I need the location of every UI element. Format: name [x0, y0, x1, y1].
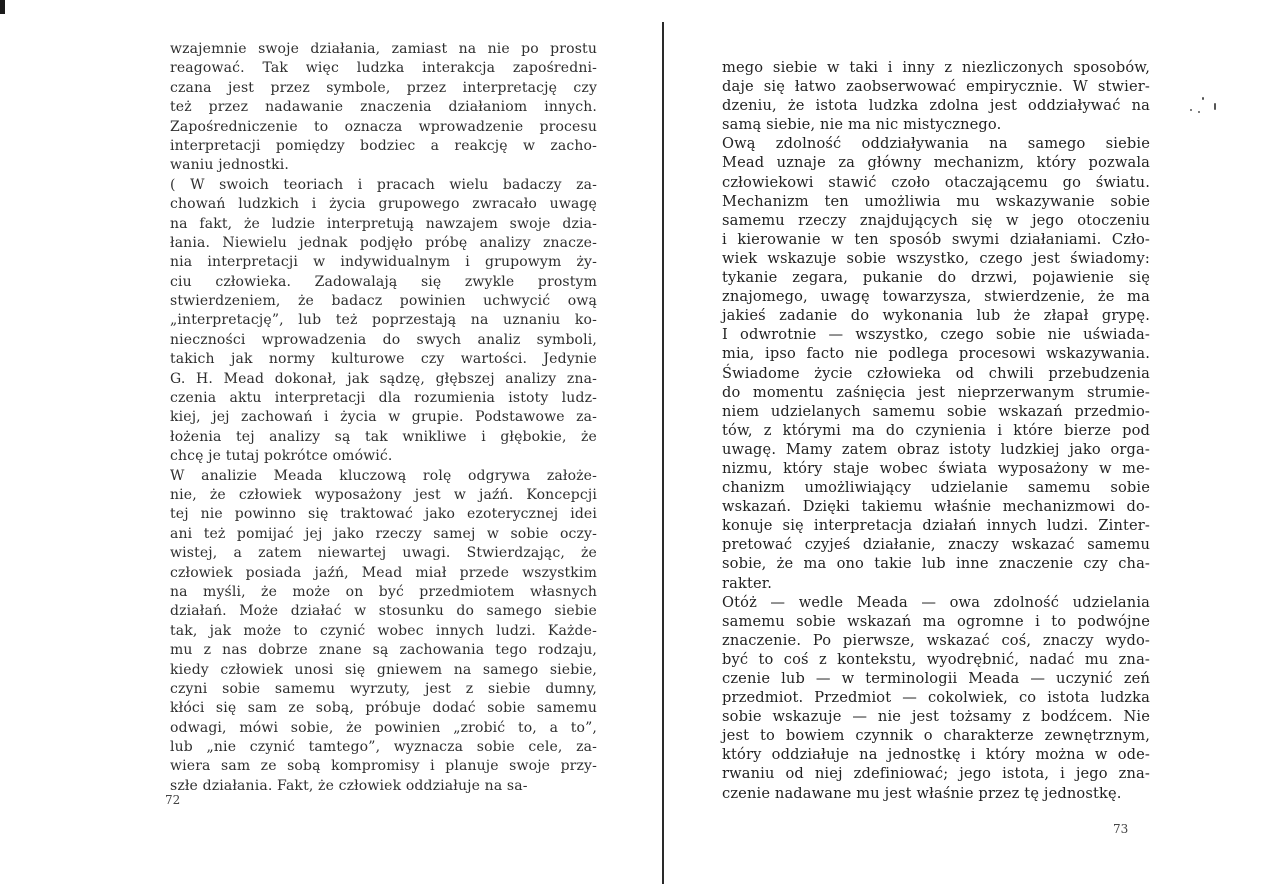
text-line: na myśli, że może on być przedmiotem własnych: [170, 583, 597, 600]
speck: [1190, 109, 1192, 111]
text-line: „interpretację”, lub też poprzestają na uznaniu ko-: [170, 312, 597, 329]
right-page-text: [722, 58, 1150, 803]
text-line: czenia aktu interpretacji dla rozumienia istoty ludz-: [170, 390, 597, 407]
text-line: nia interpretacji w indywidualnym i grupowym ży-: [170, 254, 597, 271]
text-line: znaczenie. Po pierwsze, wskazać coś, znaczy wydo-: [722, 631, 1150, 649]
text-line: takich jak normy kulturowe czy wartości. Jedynie: [170, 351, 597, 368]
text-line: człowiek posiada jaźń, Mead miał przede wszystkim: [170, 564, 597, 581]
scan-specks: [1180, 95, 1220, 120]
text-line: wskazań. Dzięki takiemu właśnie mechanizmowi do-: [722, 498, 1150, 516]
text-line: uwagę. Mamy zatem obraz istoty ludzkiej jako orga-: [722, 440, 1150, 458]
text-line: G. H. Mead dokonał, jak sądzę, głębszej analizy zna-: [170, 370, 597, 387]
text-line: wistej, a zatem niewartej uwagi. Stwierdzając, że: [170, 545, 597, 562]
text-line: i kierowanie w ten sposób swymi działaniami. Czło-: [722, 230, 1150, 248]
text-line: Zapośredniczenie to oznacza wprowadzenie procesu: [170, 118, 597, 135]
text-line: nie, że człowiek wyposażony jest w jaźń. Koncepcji: [170, 486, 597, 503]
text-line: na fakt, że ludzie interpretują nawzajem swoje dzia-: [170, 215, 597, 232]
text-line: Otóż — wedle Meada — owa zdolność udzielania: [722, 593, 1150, 611]
text-line: kiej, jej zachowań i życia w grupie. Podstawowe za-: [170, 409, 597, 426]
text-line: tej nie powinno się traktować jako ezoterycznej idei: [170, 506, 597, 523]
text-line: czenie nadawane mu jest właśnie przez tę jednostkę.: [722, 784, 1122, 802]
text-line: chcę je tutaj pokrótce omówić.: [170, 448, 393, 465]
text-line: chanizm umożliwiający udzielanie samemu sobie: [722, 479, 1150, 497]
text-line: samemu sobie wskazań ma ogromne i to podwójne: [722, 612, 1150, 630]
text-line: przedmiot. Przedmiot — cokolwiek, co istota ludzka: [722, 689, 1150, 707]
text-line: człowiekowi stawić czoło otaczającemu go światu.: [722, 173, 1150, 191]
text-line: sobie wskazuje — nie jest tożsamy z bodźcem. Nie: [722, 708, 1150, 726]
page-gutter-divider: [662, 22, 664, 884]
text-line: mia, ipso facto nie podlega procesowi wskazywania.: [722, 345, 1150, 363]
text-line: rwaniu od niej zdefiniować; jego istota, i jego zna-: [722, 765, 1150, 783]
text-line: wzajemnie swoje działania, zamiast na nie po prostu: [170, 41, 597, 57]
text-line: czyni sobie samemu wyrzuty, jest z siebie dumny,: [170, 680, 597, 697]
text-line: ani też pomijać jej jako rzeczy samej w sobie oczy-: [170, 525, 597, 542]
speck: [1202, 97, 1204, 100]
text-line: czenie lub — w terminologii Meada — uczynić zeń: [722, 670, 1150, 687]
text-line: kiedy człowiek unosi się gniewem na samego siebie,: [170, 661, 597, 678]
text-line: rakter.: [722, 574, 773, 592]
text-line: być to coś z kontekstu, wyodrębnić, nadać mu zna-: [722, 650, 1150, 668]
text-line: niem udzielanych samemu sobie wskazań przedmio-: [722, 402, 1150, 420]
text-line: wiera sam ze sobą kompromisy i planuje swoje przy-: [170, 758, 597, 775]
text-line: samemu rzeczy znajdujących się w jego otoczeniu: [722, 211, 1150, 229]
text-line: znajomego, uwagę towarzysza, stwierdzenie, że ma: [722, 288, 1150, 306]
text-line: W analizie Meada kluczową rolę odgrywa założe-: [170, 467, 597, 484]
text-line: tykanie zegara, pukanie do drzwi, pojawienie się: [722, 269, 1150, 287]
text-line: szłe działania. Fakt, że człowiek oddziałuje na sa-: [170, 777, 528, 794]
text-line: mego siebie w taki i inny z niezliczonych sposobów,: [722, 59, 1150, 76]
text-line: mu z nas dobrze znane są zachowania tego rodzaju,: [170, 642, 597, 659]
text-line: stwierdzeniem, że badacz powinien uchwycić ową: [170, 293, 597, 310]
text-line: reagować. Tak więc ludzka interakcja zapośredni-: [170, 60, 597, 77]
text-line: czana jest przez symbole, przez interpretację czy: [170, 79, 597, 96]
text-line: nieczności wprowadzenia do swych analiz symboli,: [170, 331, 597, 348]
text-line: nizmu, który staje wobec świata wyposażony w me-: [722, 459, 1150, 477]
text-line: Mead uznaje za główny mechanizm, który pozwala: [722, 154, 1150, 172]
text-line: samą siebie, nie ma nic mistycznego.: [722, 116, 1002, 134]
text-line: tak, jak może to czynić wobec innych ludzi. Każde-: [170, 622, 597, 639]
text-line: Mechanizm ten umożliwia mu wskazywanie sobie: [722, 192, 1150, 210]
speck: [1198, 111, 1200, 113]
text-line: waniu jednostki.: [170, 157, 289, 174]
text-line: ( W swoich teoriach i pracach wielu badaczy za-: [170, 176, 597, 193]
speck: [1214, 103, 1216, 110]
text-line: jakieś zadanie do wykonania lub że złapał grypę.: [722, 307, 1150, 325]
text-line: interpretacji pomiędzy bodziec a reakcję w zacho-: [170, 137, 597, 154]
text-line: wiek wskazuje sobie wszystko, czego jest świadomy:: [722, 249, 1150, 267]
text-line: konuje się interpretacja działań innych ludzi. Zinter-: [722, 517, 1150, 535]
text-line: też przez nadawanie znaczenia działaniom innych.: [170, 99, 597, 116]
text-line: ciu człowieka. Zadowalają się zwykle prostym: [170, 273, 597, 290]
scan-corner-mark: [0, 0, 5, 14]
text-line: lub „nie czynić tamtego”, wyznacza sobie cele, za-: [170, 739, 597, 756]
text-line: kłóci się sam ze sobą, próbuje dodać sobie samemu: [170, 700, 597, 717]
text-line: działań. Może działać w stosunku do samego siebie: [170, 603, 597, 620]
text-line: łania. Niewielu jednak podjęło próbę analizy znacze-: [170, 234, 597, 251]
text-line: Świadome życie człowieka od chwili przebudzenia: [722, 364, 1150, 382]
text-line: sobie, że ma ono takie lub inne znaczenie czy cha-: [722, 555, 1150, 573]
text-line: Ową zdolność oddziaływania na samego siebie: [722, 135, 1150, 153]
text-line: daje się łatwo zaobserwować empirycznie. W stwier-: [722, 78, 1150, 96]
text-line: do momentu zaśnięcia jest nieprzerwanym strumie-: [722, 383, 1150, 401]
text-line: chowań ludzkich i życia grupowego zwracało uwagę: [170, 196, 597, 213]
text-line: dzeniu, że istota ludzka zdolna jest oddziaływać na: [722, 97, 1150, 115]
left-page-number: 72: [165, 793, 181, 807]
text-line: tów, z którymi ma do czynienia i które bierze pod: [722, 421, 1150, 439]
text-line: jest to bowiem czynnik o charakterze zewnętrznym,: [722, 727, 1150, 745]
text-line: I odwrotnie — wszystko, czego sobie nie uświada-: [722, 326, 1150, 344]
text-line: łożenia tej analizy są tak wnikliwe i głębokie, że: [170, 428, 597, 445]
right-page-number: 73: [1113, 822, 1129, 836]
text-line: pretować czyjeś działanie, znaczy wskazać samemu: [722, 536, 1150, 554]
text-line: odwagi, mówi sobie, że powinien „zrobić to, a to”,: [170, 719, 597, 736]
left-page-text: [170, 40, 597, 796]
text-line: który oddziałuje na jednostkę i który można w ode-: [722, 746, 1150, 764]
